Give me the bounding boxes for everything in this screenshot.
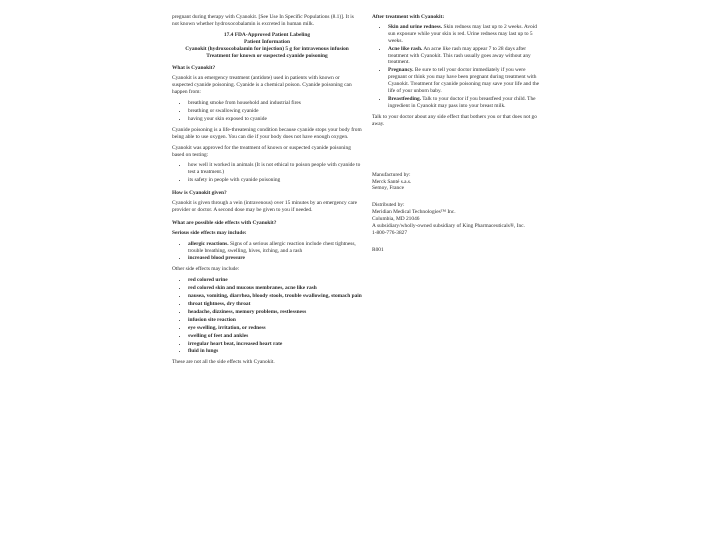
what-is-paragraph: Cyanokit is an emergency treatment (antidote) used in patients with known or suspected cyanide poisoning. Cyanide is a chemical poison. Cyanide poisoning can happen from:: [172, 75, 352, 96]
closing-paragraph: These are not all the side effects with Cyanokit.: [172, 359, 275, 366]
manufacturer-block: [372, 172, 542, 193]
item-text: Signs of a serious allergic reaction include chest tightness, trouble breathing, swelling, hives, itching, and a rash: [188, 240, 356, 254]
item-lead: increased blood pressure: [188, 255, 245, 262]
title-line: 17.4 FDA-Approved Patient Labeling: [223, 31, 311, 38]
list-item: • eye swelling, irritation, or redness: [188, 325, 362, 332]
revision-code: R001: [372, 246, 384, 253]
section-heading-side-effects: What are possible side effects with Cyanokit?: [172, 219, 277, 226]
how-given-paragraph: Cyanokit is given through a vein (intravenous) over 15 minutes by an emergency care provider or doctor. A second dose may be given to you if needed.: [172, 200, 358, 213]
list-item: • irregular heart beat, increased heart rate: [188, 341, 362, 348]
approval-list: [172, 162, 362, 184]
list-item: • red colored skin and mucous membranes, acne like rash: [188, 285, 362, 292]
item-lead: Pregnancy.: [388, 67, 414, 74]
list-item: • having your skin exposed to cyanide: [188, 116, 362, 123]
title-line: Cyanokit (hydroxocobalamin for injection) 5 g for intravenous infusion: [185, 45, 349, 52]
list-item: • how well it worked in animals (It is not ethical to poison people with cyanide to test a treatment.): [188, 162, 362, 176]
item-lead: Skin and urine redness.: [388, 23, 443, 30]
list-item: • breathing smoke from household and industrial fires: [188, 100, 362, 107]
list-item: [388, 96, 542, 110]
distributor-line: A subsidiary/wholly-owned subsidiary of King Pharmaceuticals®, Inc.: [372, 223, 525, 230]
after-treatment-list: [372, 24, 542, 110]
list-item: [388, 67, 542, 95]
spacer: [372, 237, 542, 247]
exposure-list: [172, 100, 362, 123]
list-item: • headache, dizziness, memory problems, restlessness: [188, 309, 362, 316]
list-item: • swelling of feet and ankles: [188, 333, 362, 340]
spacer: [372, 192, 542, 202]
list-item: • red colored urine: [188, 277, 362, 284]
other-intro: Other side effects may include:: [172, 266, 240, 273]
right-column: [372, 14, 542, 258]
spacer: [372, 132, 542, 172]
other-side-effects-list: [172, 277, 362, 355]
manufacturer-line: Semoy, France: [372, 185, 404, 192]
talk-to-doctor-paragraph: Talk to your doctor about any side effect that bothers you or that does not go away.: [372, 113, 537, 127]
distributor-line: 1-800-776-3827: [372, 229, 408, 236]
item-lead: allergic reactions.: [188, 240, 229, 247]
list-item: • throat tightness, dry throat: [188, 301, 362, 308]
patient-labeling-title: [172, 32, 362, 60]
item-text: Be sure to tell your doctor immediately if you were pregnant or think you may have been pregnant during treatment with Cyanokit. Treatment for cyanide poisoning may save your life and the life of your unborn baby.: [388, 67, 540, 95]
serious-side-effects-list: [172, 241, 362, 263]
manufacturer-line: Manufactured by:: [372, 171, 411, 178]
list-item: [188, 255, 362, 262]
list-item: • its safety in people with cyanide poisoning: [188, 177, 362, 184]
list-item: • fluid in lungs: [188, 348, 362, 355]
list-item: [188, 241, 362, 255]
section-heading-after-treatment: After treatment with Cyanokit:: [372, 14, 445, 20]
section-heading-what-is: What is Cyanokit?: [172, 65, 216, 72]
distributor-block: [372, 202, 542, 237]
approval-paragraph: Cyanokit was approved for the treatment of known or suspected cyanide poisoning based on testing:: [172, 144, 351, 158]
left-column: [172, 14, 362, 370]
list-item: • infusion site reaction: [188, 317, 362, 324]
item-lead: Acne like rash.: [388, 45, 423, 52]
item-lead: Breastfeeding.: [388, 95, 421, 102]
section-heading-how-given: How is Cyanokit given?: [172, 190, 227, 197]
item-text: Skin redness may last up to 2 weeks. Avoid sun exposure while your skin is red. Urine redness may last up to 5 weeks.: [388, 23, 537, 44]
manufacturer-line: Merck Santé s.a.s.: [372, 178, 412, 185]
item-text: Talk to your doctor if you breastfeed your child. The ingredient in Cyanokit may pass into your breast milk.: [388, 95, 536, 109]
serious-intro: Serious side effects may include:: [172, 229, 247, 236]
title-line: Patient Information: [244, 38, 290, 45]
intro-paragraph: pregnant during therapy with Cyanokit. [See Use In Specific Populations (8.1)]. It is not known whether hydroxocobalamin is excreted in human milk.: [172, 14, 354, 27]
item-text: An acne like rash may appear 7 to 28 days after treatment with Cyanokit. This rash usually goes away without any treatment.: [388, 45, 531, 66]
list-item: • nausea, vomiting, diarrhea, bloody stools, trouble swallowing, stomach pain: [188, 293, 362, 300]
life-threatening-paragraph: Cyanide poisoning is a life-threatening condition because cyanide stops your body from being able to use oxygen. You can die if your body does not have enough oxygen.: [172, 126, 362, 140]
distributor-line: Meridian Medical Technologies™ Inc.: [372, 209, 456, 216]
list-item: [388, 24, 542, 45]
distributor-line: Columbia, MD 21046: [372, 216, 420, 223]
list-item: [388, 46, 542, 67]
title-line: Treatment for known or suspected cyanide poisoning: [206, 52, 328, 59]
distributor-line: Distributed by:: [372, 202, 405, 209]
list-item: • breathing or swallowing cyanide: [188, 108, 362, 115]
